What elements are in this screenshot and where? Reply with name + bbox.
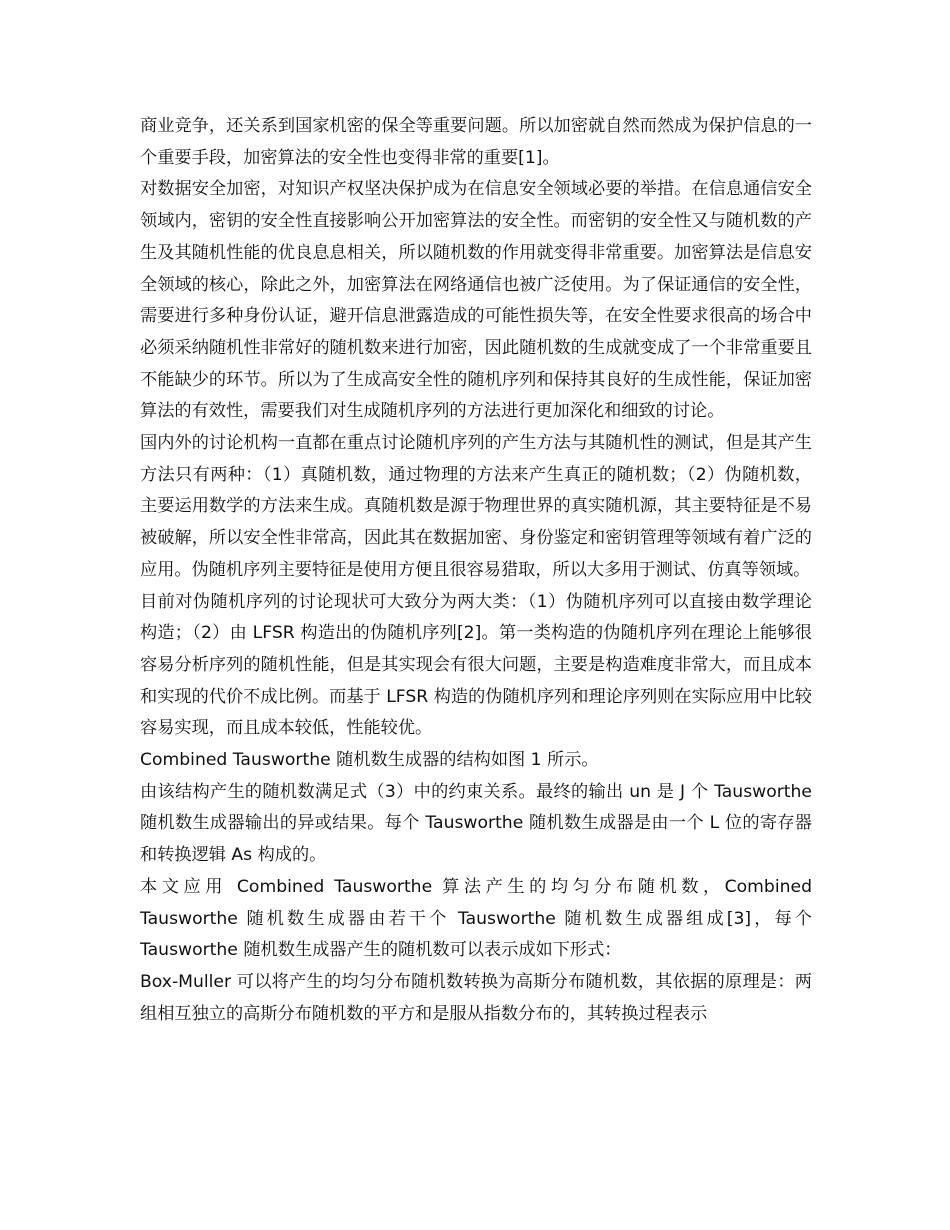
paragraph-4: 目前对伪随机序列的讨论现状可大致分为两大类：（1）伪随机序列可以直接由数学理论构造；（2）由 LFSR 构造出的伪随机序列[2]。第一类构造的伪随机序列在理论上能够很容易分析序列的随机性能，但是其实现会有很大问题，主要是构造难度非常大，而且成本和实现的代价不成比例。而基于 LFSR 构造的伪随机序列和理论序列则在实际应用中比较容易实现，而且成本较低，性能较优。 bbox=[140, 591, 812, 739]
paragraph-5: Combined Tausworthe 随机数生成器的结构如图 1 所示。 bbox=[140, 750, 599, 771]
document-body bbox=[140, 111, 812, 1030]
paragraph-1: 商业竞争，还关系到国家机密的保全等重要问题。所以加密就自然而然成为保护信息的一个重要手段，加密算法的安全性也变得非常的重要[1]。 bbox=[140, 116, 812, 168]
paragraph-8: Box-Muller 可以将产生的均匀分布随机数转换为高斯分布随机数，其依据的原理是：两组相互独立的高斯分布随机数的平方和是服从指数分布的，其转换过程表示 bbox=[140, 971, 812, 1024]
paragraph-6: 由该结构产生的随机数满足式（3）中的约束关系。最终的输出 un 是 J 个 Tausworthe 随机数生成器输出的异或结果。每个 Tausworthe 随机数生成器是由一个 L 位的寄存器和转换逻辑 As 构成的。 bbox=[140, 781, 812, 866]
paragraph-7: 本文应用 Combined Tausworthe 算法产生的均匀分布随机数，Combined Tausworthe 随机数生成器由若干个 Tausworthe 随机数生成器组成[3]，每个 Tausworthe 随机数生成器产生的随机数可以表示成如下形式： bbox=[140, 876, 812, 961]
paragraph-2: 对数据安全加密，对知识产权坚决保护成为在信息安全领域必要的举措。在信息通信安全领域内，密钥的安全性直接影响公开加密算法的安全性。而密钥的安全性又与随机数的产生及其随机性能的优良息息相关，所以随机数的作用就变得非常重要。加密算法是信息安全领域的核心，除此之外，加密算法在网络通信也被广泛使用。为了保证通信的安全性，需要进行多种身份认证，避开信息泄露造成的可能性损失等，在安全性要求很高的场合中必须采纳随机性非常好的随机数来进行加密，因此随机数的生成就变成了一个非常重要且不能缺少的环节。所以为了生成高安全性的随机序列和保持其良好的生成性能，保证加密算法的有效性，需要我们对生成随机序列的方法进行更加深化和细致的讨论。 bbox=[140, 179, 812, 422]
paragraph-3: 国内外的讨论机构一直都在重点讨论随机序列的产生方法与其随机性的测试，但是其产生方法只有两种：（1）真随机数，通过物理的方法来产生真正的随机数；（2）伪随机数，主要运用数学的方法来生成。真随机数是源于物理世界的真实随机源，其主要特征是不易被破解，所以安全性非常高，因此其在数据加密、身份鉴定和密钥管理等领域有着广泛的应用。伪随机序列主要特征是使用方便且很容易猎取，所以大多用于测试、仿真等领域。 bbox=[140, 433, 812, 580]
